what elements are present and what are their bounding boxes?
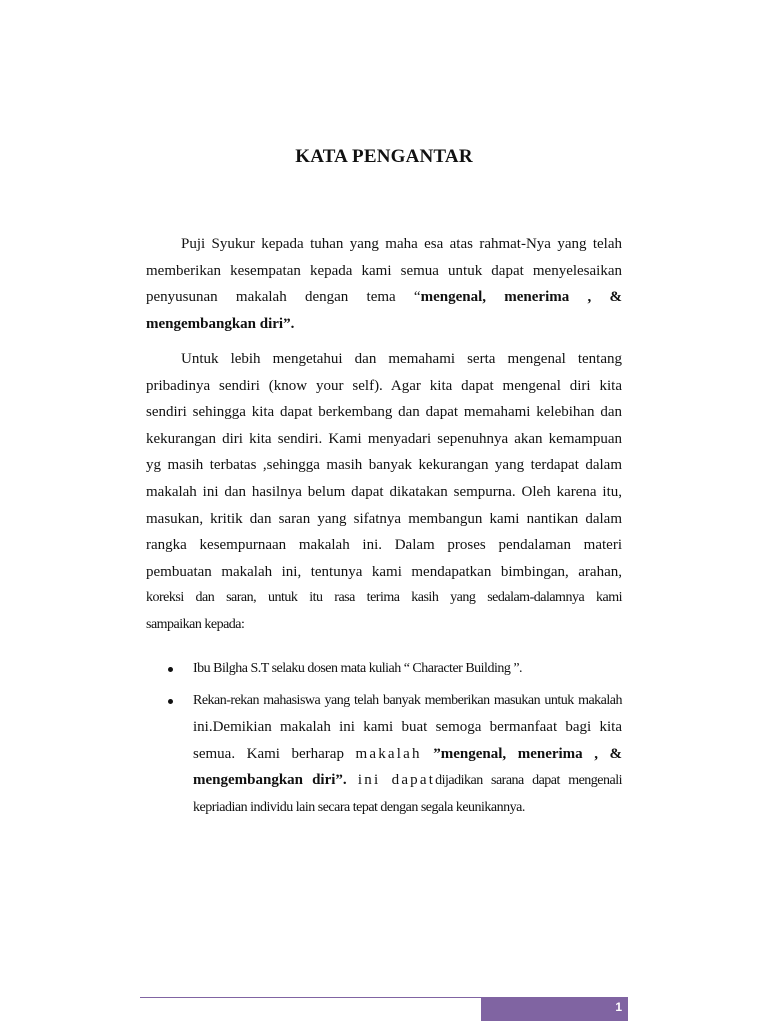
paragraph-line: yg masih terbatas ,sehingga masih banyak kekurangan yang terdapat dalam (146, 457, 622, 474)
paragraph-text: penyusunan makalah dengan tema “ (146, 289, 421, 306)
bullet-icon (168, 699, 173, 704)
bullet-list (168, 656, 622, 827)
list-item-text: ini.Demikian makalah ini kami buat semoga bermanfaat bagi kita (193, 719, 622, 736)
paragraph-line: makalah ini dan hasilnya belum dapat dikatakan sempurna. Oleh karena itu, (146, 483, 622, 500)
paragraph-line: rangka kesempurnaan makalah ini. Dalam proses pendalaman materi (146, 537, 622, 554)
paragraph-line: sendiri sehingga kita dapat berkembang dan dapat memahami kelebihan dan (146, 404, 622, 421)
paragraph-line: Puji Syukur kepada tuhan yang maha esa atas rahmat-Nya yang telah (181, 236, 622, 252)
paragraph-line: pembuatan makalah ini, tentunya kami mendapatkan bimbingan, arahan, (146, 563, 622, 580)
paragraph-line: kekurangan diri kita sendiri. Kami menyadari sepenuhnya akan kemampuan (146, 430, 622, 447)
list-item (168, 688, 622, 822)
paragraph-intro (146, 231, 622, 337)
paragraph-line: Untuk lebih mengetahui dan memahami serta mengenal tentang (181, 351, 622, 367)
list-item-text: Ibu Bilgha S.T selaku dosen mata kuliah “ Character Building ”. (193, 661, 523, 676)
theme-text-bold: mengembangkan diri”. (193, 772, 347, 789)
theme-text-bold: ”mengenal, menerima , & (421, 745, 622, 762)
page-number: 1 (615, 1000, 622, 1014)
list-item-text (193, 741, 622, 768)
paragraph-line: koreksi dan saran, untuk itu rasa terima kasih yang sedalam-dalamnya kami (146, 590, 622, 606)
paragraph-line: sampaikan kepada: (146, 616, 245, 632)
theme-text-bold: mengembangkan diri”. (146, 315, 295, 332)
list-item-text: dijadikan sarana dapat mengenali (435, 773, 622, 789)
spaced-text: ini dapat (346, 772, 436, 789)
list-item-text: kepriadian individu lain secara tepat dengan segala keunikannya. (193, 799, 525, 815)
list-item-text: semua. Kami berharap (193, 745, 356, 762)
bullet-icon (168, 667, 173, 672)
paragraph-line: memberikan kesempatan kepada kami semua untuk dapat menyelesaikan (146, 262, 622, 279)
list-item-text (193, 767, 622, 795)
paragraph-line (146, 284, 622, 311)
paragraph-main (146, 346, 622, 639)
paragraph-line: masukan, kritik dan saran yang sifatnya membangun kami nantikan dalam (146, 510, 622, 527)
page-title: KATA PENGANTAR (295, 146, 473, 167)
list-item (168, 656, 622, 683)
spaced-text: makalah (355, 745, 422, 762)
page-number-box (481, 998, 628, 1021)
theme-text-bold: mengenal, menerima , & (420, 289, 622, 306)
paragraph-line: pribadinya sendiri (know your self). Agar kita dapat mengenal diri kita (146, 377, 622, 394)
list-item-text: Rekan-rekan mahasiswa yang telah banyak memberikan masukan untuk makalah (193, 692, 622, 708)
